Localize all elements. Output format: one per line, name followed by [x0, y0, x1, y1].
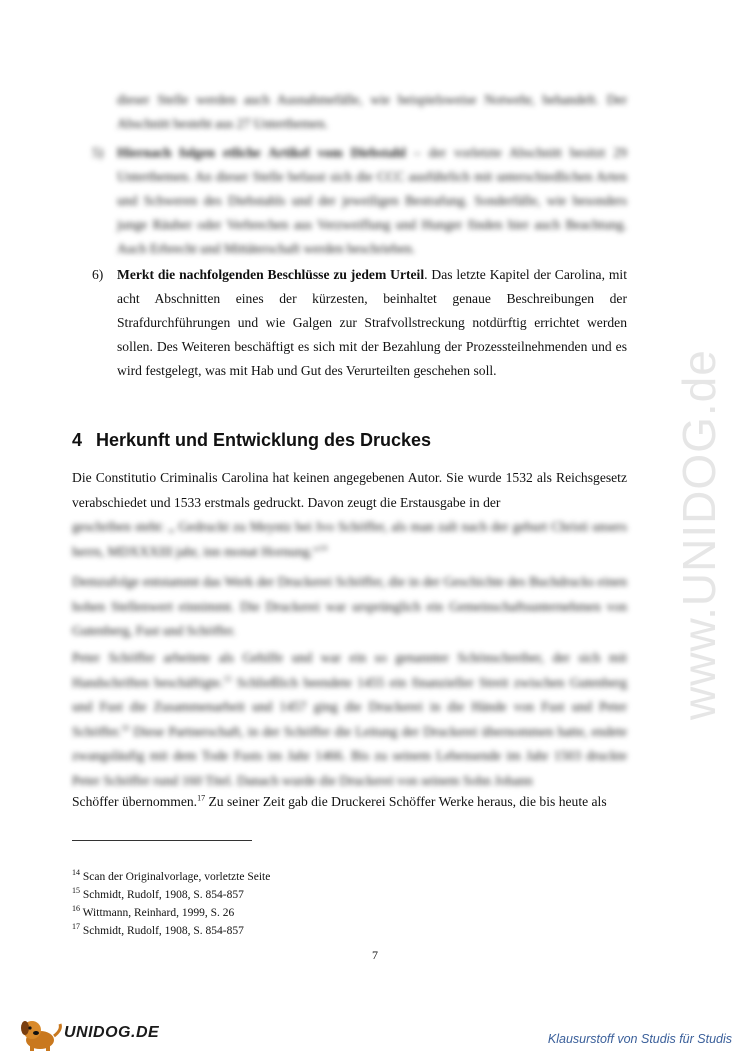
footnote-text: Wittmann, Reinhard, 1999, S. 26	[80, 907, 235, 919]
quote-text: geschriben steht: „ Gedruckt zu Meyntz bei Ivo Schöffer, als man zalt nach der geburt Christi unsers herrn, MDXXXIII jahr, inn monat Hornung.“	[72, 519, 627, 559]
logo-text: UNIDOG.DE	[64, 1024, 160, 1041]
unidog-logo	[18, 1016, 158, 1052]
footnote-16	[72, 904, 270, 922]
paragraph-3-last-part-b: Zu seiner Zeit gab die Druckerei Schöffer Werke heraus, die bis heute als	[205, 794, 607, 809]
footnote-ref-15: 15	[223, 673, 232, 683]
list-item-text: dieser Stelle werden auch Ausnahmefälle, wie beispielsweise Notwehr, behandelt. Der Abschnitt besteht aus 27 Unterthemen.	[117, 92, 627, 131]
list-item-5	[92, 141, 627, 261]
list-item-heading: Merkt die nachfolgenden Beschlüsse zu jedem Urteil	[117, 267, 425, 282]
footnote-separator	[72, 840, 252, 841]
paragraph-3-last-part-a: Schöffer übernommen.	[72, 794, 198, 809]
section-heading	[72, 430, 431, 451]
footnote-14	[72, 868, 270, 886]
list-item-body	[117, 141, 627, 261]
footnote-15	[72, 886, 270, 904]
footnote-number: 14	[72, 868, 80, 878]
list-item-text: – der vorletzte Abschnitt besitzt 29 Unterthemen. An dieser Stelle befasst sich die CCC ausführlich mit unterschiedlichen Arten und Schweren des Diebstahls und der jeweiligen Bestrafung. Sonderfälle, wie besonders junge Räuber oder Verbrechen aus Verzweiflung und Hunger finden hier auch Beachtung. Auch Erbrecht und Mittäterschaft werden beschrieben.	[117, 145, 627, 256]
paragraph-1-quote	[72, 515, 627, 564]
paragraph-3-last-line	[72, 790, 627, 815]
paragraph-3-part-a: Peter Schöffer arbeitete als Gehilfe und war ein so genannter Schönschreiber, der sich mit Handschriften beschäftigte.	[72, 650, 627, 690]
list-item-6	[92, 263, 627, 383]
paragraph-1: Die Constitutio Criminalis Carolina hat keinen angegebenen Autor. Sie wurde 1532 als Reichsgesetz verabschiedet und 1533 erstmals gedruckt. Davon zeugt die Erstausgabe in der	[72, 470, 627, 510]
footnote-text: Schmidt, Rudolf, 1908, S. 854-857	[80, 889, 244, 901]
list-item-body	[117, 263, 627, 383]
footer-tagline: Klausurstoff von Studis für Studis	[547, 1032, 732, 1046]
list-item-number: 6)	[92, 267, 104, 282]
section-number: 4	[72, 430, 83, 450]
list-item-heading: Hiernach folgen etliche Artikel vom Diebstahl	[117, 145, 406, 160]
footnote-ref-17: 17	[197, 793, 206, 803]
footnote-number: 15	[72, 886, 80, 896]
footnotes	[72, 868, 270, 940]
list-item-continuation	[92, 88, 627, 136]
footnote-ref-14: 14	[319, 542, 328, 552]
footnote-number: 16	[72, 904, 80, 914]
watermark-text: www.UNIDOG.de	[673, 349, 725, 720]
page-number: 7	[372, 948, 378, 962]
paragraph-3	[72, 646, 627, 793]
footnote-ref-16: 16	[121, 722, 130, 732]
list-item-text: . Das letzte Kapitel der Carolina, mit acht Abschnitten eines der kürzesten, beinhaltet genaue Beschreibungen der Strafdurchführungen und wie Galgen zur Strafvollstreckung notdürftig errichtet werden sollen. Des Weiteren beschäftigt es sich mit der Bezahlung der Prozessteilnehmenden und es wird festgelegt, was mit Hab und Gut des Verurteilten geschehen soll.	[117, 267, 627, 378]
list-item-number: 5)	[92, 145, 104, 160]
paragraph-3-part-c: Diese Partnerschaft, in der Schöffer die Leitung der Druckerei übernommen hatte, endete zwangsläufig mit dem Tode Fusts im Jahr 1466. Bis zu seinem Lebensende im Jahr 1503 druckte Peter Schöffer rund 160 Titel. Danach wurde die Druckerei von seinem Sohn Johann	[72, 723, 627, 788]
section-title: Herkunft und Entwicklung des Druckes	[96, 430, 432, 450]
footnote-text: Scan der Originalvorlage, vorletzte Seite	[80, 871, 271, 883]
footnote-number: 17	[72, 922, 80, 932]
dog-icon	[18, 1016, 64, 1052]
paragraph-3-part-b: Schließlich beendete 1455 ein finanzieller Streit zwischen Gutenberg und Fust die Zusammenarbeit und 1457 ging die Druckerei in die Hände von Fust und Peter Schöffer.	[72, 674, 627, 739]
footnote-text: Schmidt, Rudolf, 1908, S. 854-857	[80, 925, 244, 937]
paragraph-2: Demzufolge entstammt das Werk der Druckerei Schöffer, die in der Geschichte des Buchdrucks einen hohen Stellenwert einnimmt. Die Druckerei war ursprünglich ein Gemeinschaftsunternehmen von Gutenberg, Fust und Schöffer.	[72, 574, 627, 638]
footnote-17	[72, 922, 270, 940]
